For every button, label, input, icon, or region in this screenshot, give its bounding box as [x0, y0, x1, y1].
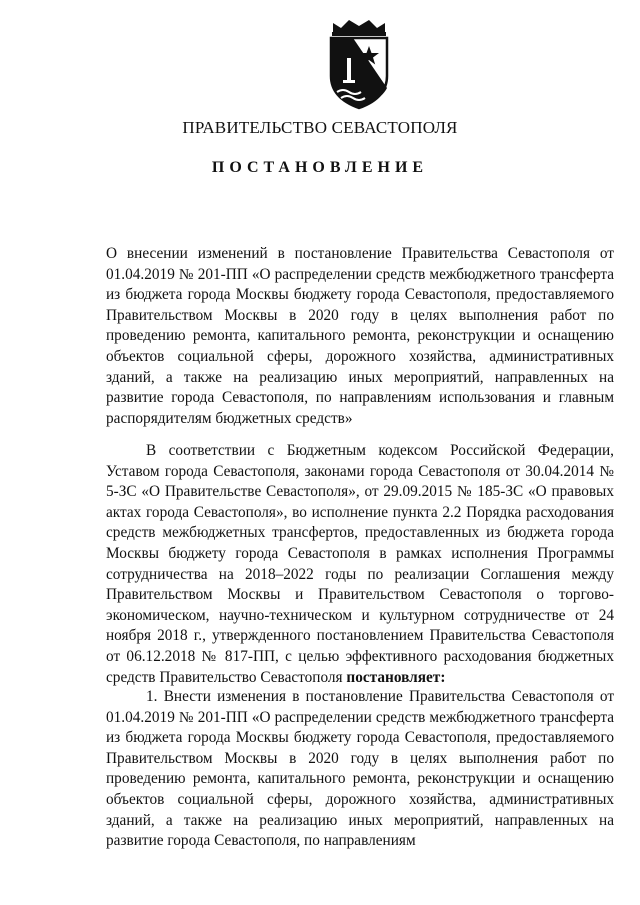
- government-name: ПРАВИТЕЛЬСТВО СЕВАСТОПОЛЯ: [182, 118, 458, 137]
- preamble-text: В соответствии с Бюджетным кодексом Российской Федерации, Уставом города Севастополя, законами города Севастополя от 30.04.2014 № 5-ЗС «О Правительстве Севастополя», от 29.09.2015 № 185-ЗС «О правовых актах города Севастополя», во исполнение пункта 2.2 Порядка расходования средств межбюджетных трансфертов, предоставленных из бюджета города Москвы бюджету города Севастополя в рамках исполнения Программы сотрудничества на 2018–2022 годы по реализации Соглашения между Правительством Москвы и Правительством Севастополя о торгово-экономическом, научно-техническом и культурном сотрудничестве от 24 ноября 2018 г., утвержденного постановлением Правительства Севастополя от 06.12.2018 № 817-ПП, с целью эффективного расходования бюджетных средств Правительство Севастополя: [106, 442, 614, 686]
- decree-word: постановляет:: [346, 668, 446, 686]
- coat-of-arms-icon: [323, 18, 395, 110]
- preamble-paragraph: [106, 441, 614, 688]
- item-1-paragraph: 1. Внести изменения в постановление Правительства Севастополя от 01.04.2019 № 201-ПП «О распределении средств межбюджетного трансферта из бюджета города Москвы бюджету города Севастополя, предоставляемого Правительством Москвы в 2020 году в целях выполнения работ по проведению ремонта, капитального ремонта, реконструкции и оснащению объектов социальной сферы, дорожного хозяйства, административных зданий, а также на реализацию иных мероприятий, направленных на развитие города Севастополя, по направлениям: [106, 688, 614, 850]
- document-subject: О внесении изменений в постановление Правительства Севастополя от 01.04.2019 № 201-ПП «О распределении средств межбюджетного трансферта из бюджета города Москвы бюджету города Севастополя, предоставляемого Правительством Москвы в 2020 году в целях выполнения работ по проведению ремонта, капитального ремонта, реконструкции и оснащению объектов социальной сферы, дорожного хозяйства, административных зданий, а также на реализацию иных мероприятий, направленных на развитие города Севастополя, по направлениям использования и главным распорядителям бюджетных средств»: [106, 245, 614, 427]
- document-type-heading: ПОСТАНОВЛЕНИЕ: [211, 159, 429, 176]
